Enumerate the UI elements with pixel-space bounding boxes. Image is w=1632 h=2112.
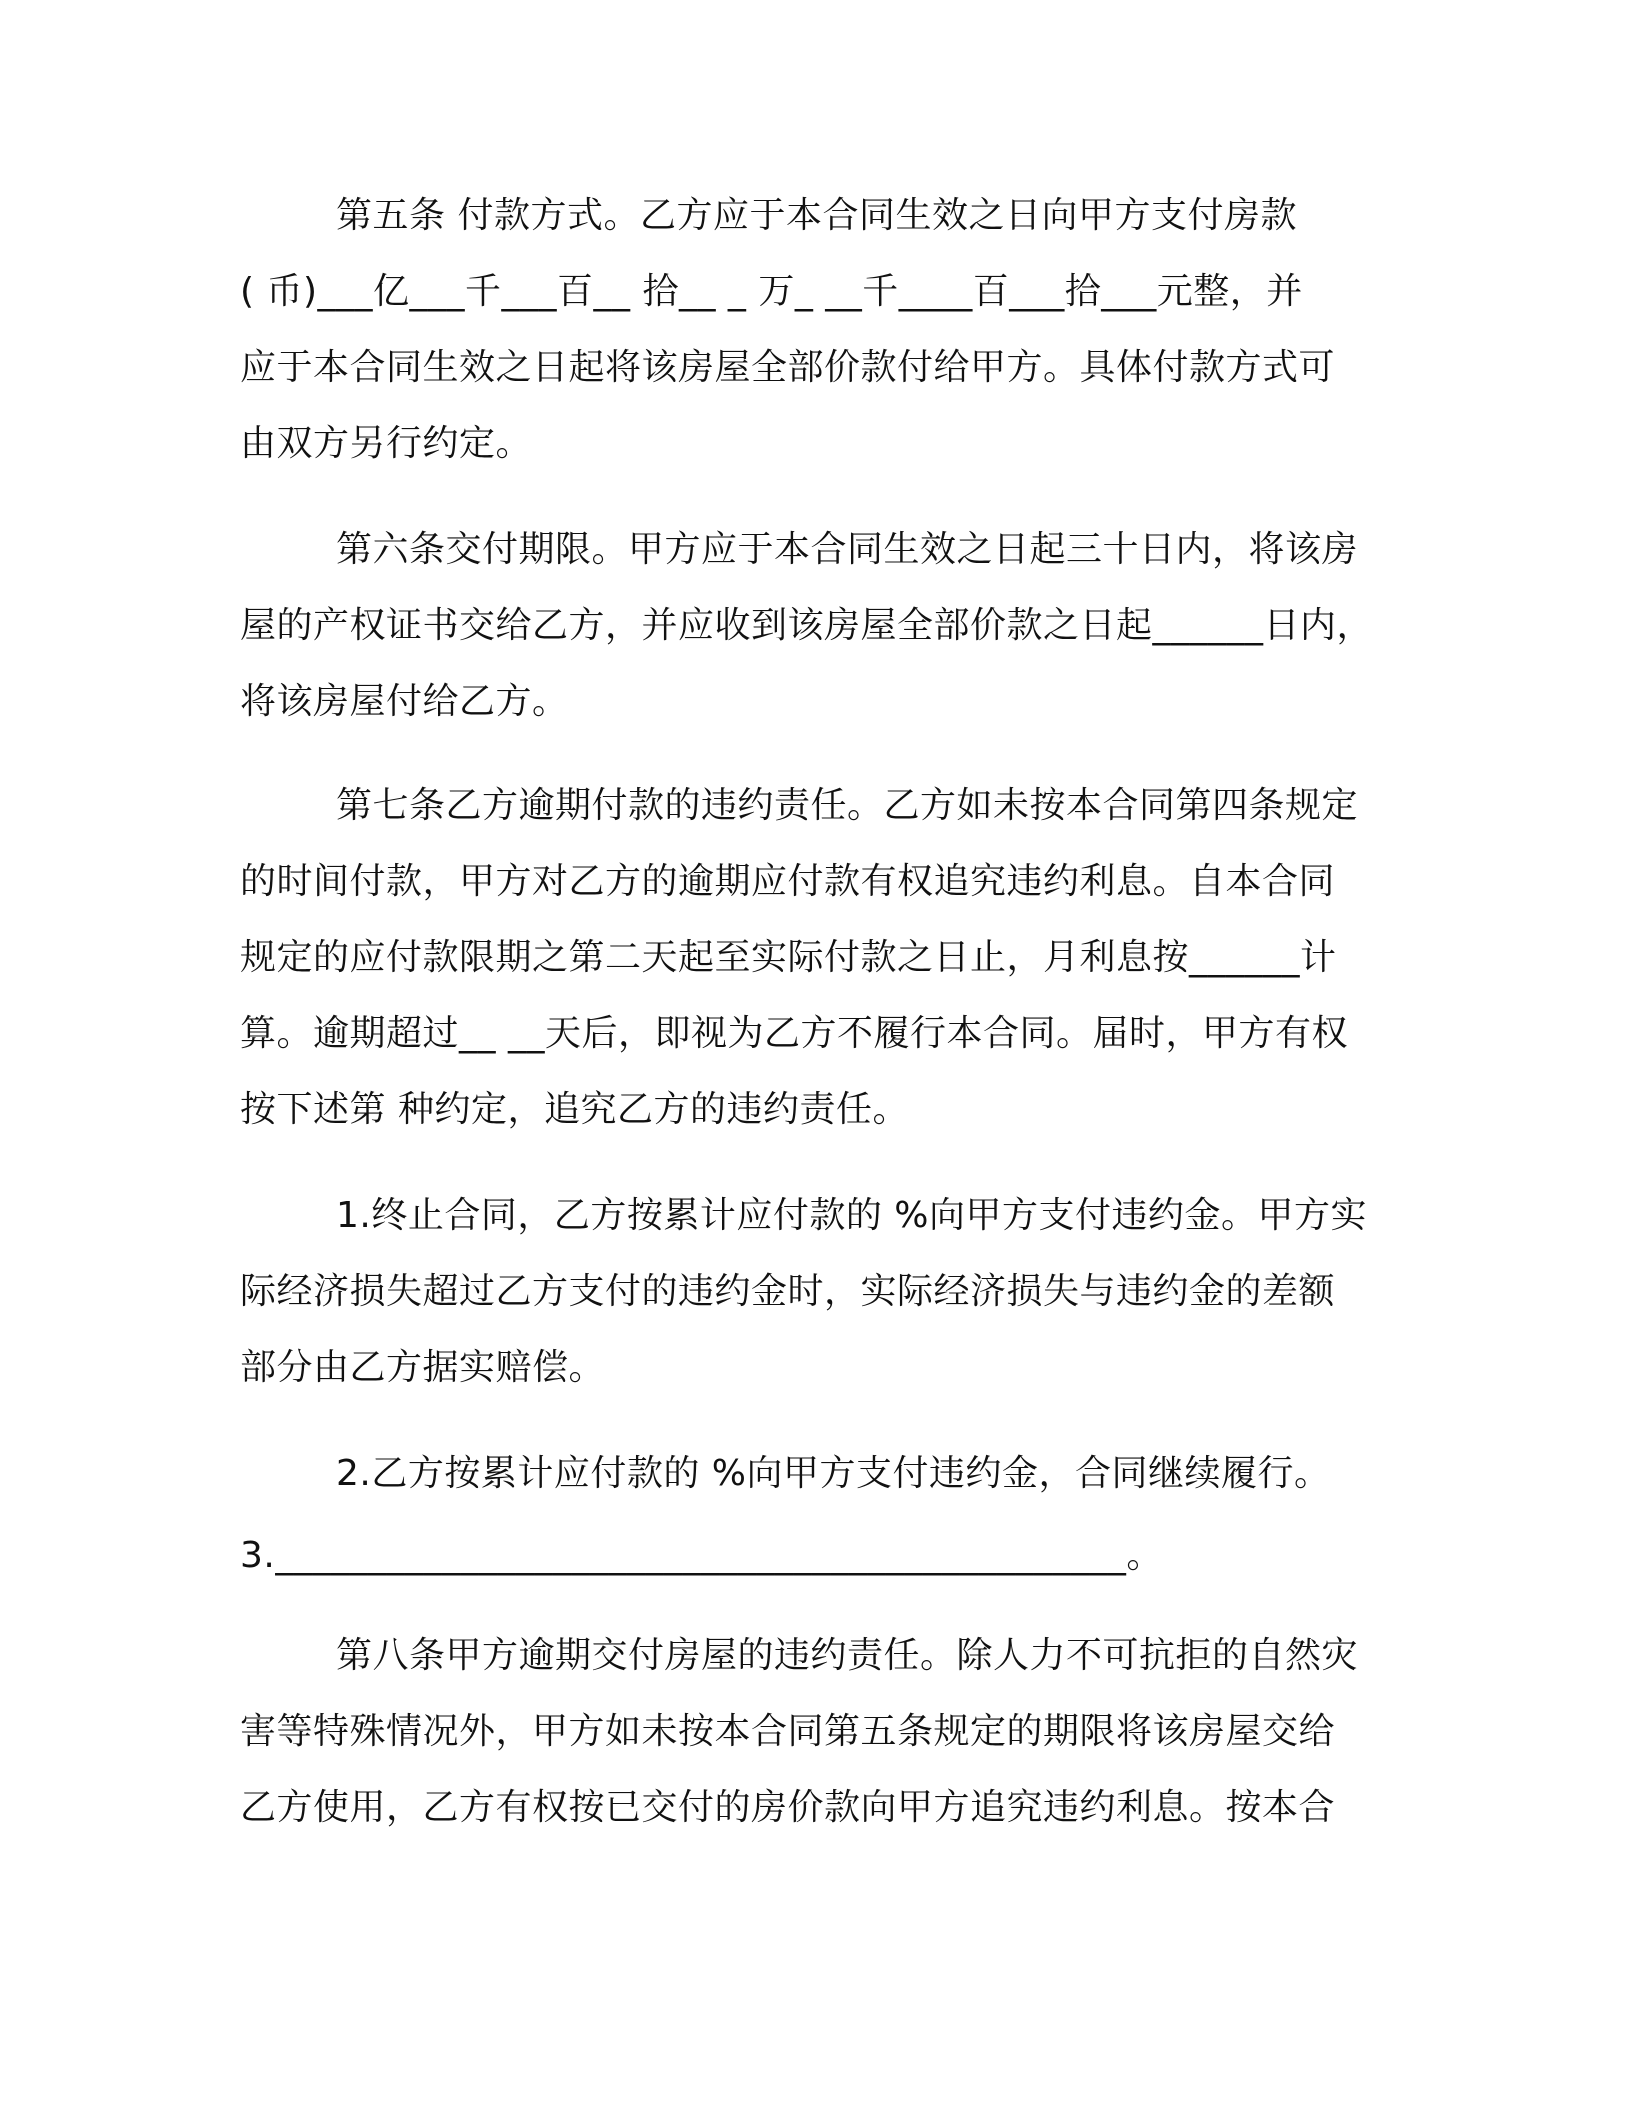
article8-line-3: 乙方使用，乙方有权按已交付的房价款向甲方追究违约利息。按本合 — [240, 1787, 1336, 1828]
article6-line-1: 第六条交付期限。甲方应于本合同生效之日起三十日内，将该房 — [336, 529, 1359, 570]
article6-line-2: 屋的产权证书交给乙方，并应收到该房屋全部价款之日起______日内， — [240, 605, 1374, 646]
article8-line-2: 害等特殊情况外，甲方如未按本合同第五条规定的期限将该房屋交给 — [240, 1711, 1336, 1752]
article5-line-4: 由双方另行约定。 — [240, 423, 533, 464]
item1-line-3: 部分由乙方据实赔偿。 — [240, 1347, 606, 1388]
article5-line-1: 第五条 付款方式。乙方应于本合同生效之日向甲方支付房款 — [336, 195, 1297, 236]
article7-line-4: 算。逾期超过__ __天后，即视为乙方不履行本合同。届时，甲方有权 — [240, 1013, 1348, 1054]
item3-line-1: 3.______________________________________________。 — [240, 1535, 1163, 1576]
item1-line-2: 际经济损失超过乙方支付的违约金时，实际经济损失与违约金的差额 — [240, 1271, 1336, 1312]
article5-line-2: ( 币)___亿___千___百__ 拾__ _ 万_ __千____百___拾___元整，并 — [240, 271, 1303, 312]
article7-line-5: 按下述第 种约定，追究乙方的违约责任。 — [240, 1089, 909, 1130]
article7-line-1: 第七条乙方逾期付款的违约责任。乙方如未按本合同第四条规定 — [336, 785, 1359, 826]
item1-line-1: 1.终止合同，乙方按累计应付款的 %向甲方支付违约金。甲方实 — [336, 1195, 1367, 1236]
article5-line-3: 应于本合同生效之日起将该房屋全部价款付给甲方。具体付款方式可 — [240, 347, 1336, 388]
article7-line-2: 的时间付款，甲方对乙方的逾期应付款有权追究违约利息。自本合同 — [240, 861, 1336, 902]
article6-line-3: 将该房屋付给乙方。 — [240, 681, 569, 722]
article8-line-1: 第八条甲方逾期交付房屋的违约责任。除人力不可抗拒的自然灾 — [336, 1635, 1359, 1676]
article7-line-3: 规定的应付款限期之第二天起至实际付款之日止，月利息按______计 — [240, 937, 1337, 978]
item2-line-1: 2.乙方按累计应付款的 %向甲方支付违约金，合同继续履行。 — [336, 1453, 1331, 1494]
